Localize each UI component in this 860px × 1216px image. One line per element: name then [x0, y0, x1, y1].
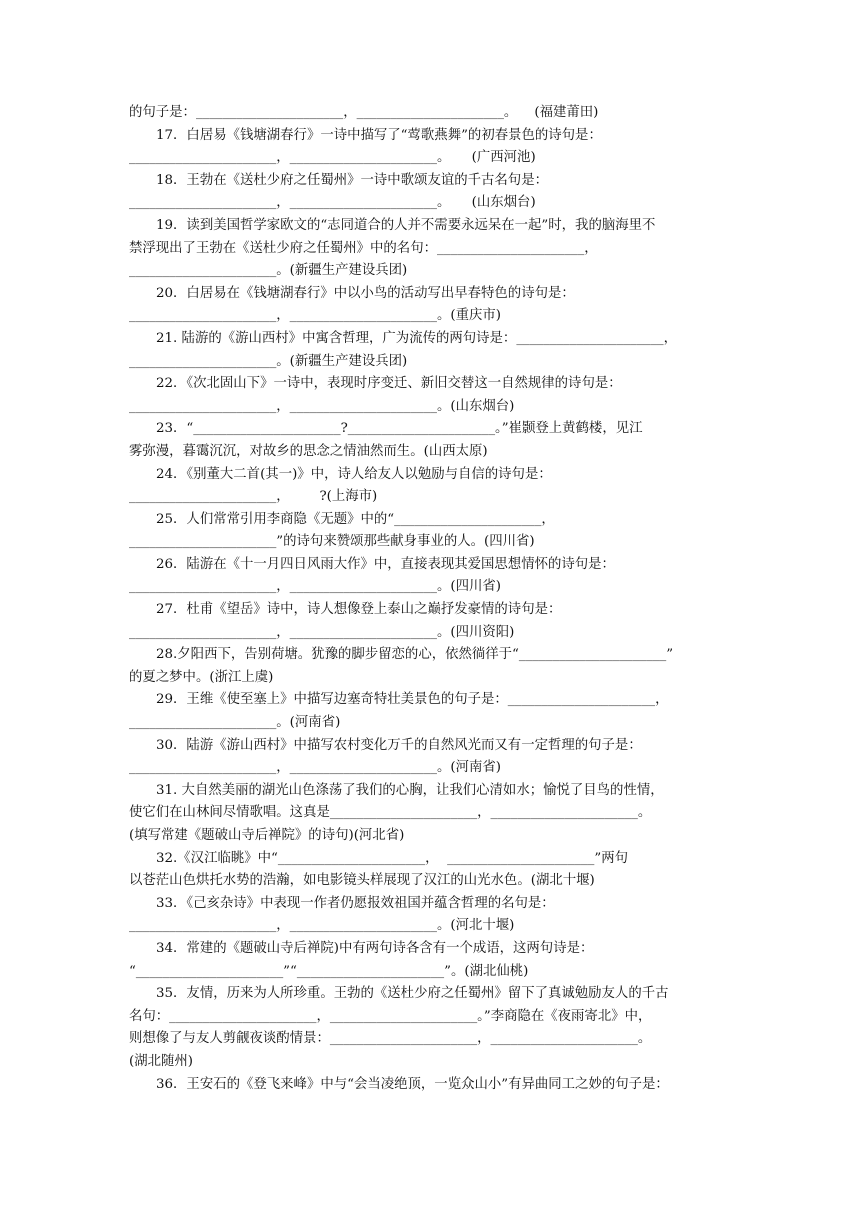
text-line: 名句：______________________，______________________。”李商隐在《夜雨寄北》中，: [129, 1008, 652, 1024]
text-line: 27．杜甫《望岳》诗中，诗人想像登上泰山之巅抒发豪情的诗句是：: [156, 602, 562, 618]
text-line: 22．《次北固山下》一诗中，表现时序变迁、新旧交替这一自然规律的诗句是：: [156, 376, 622, 392]
text-line: 35．友情，历来为人所珍重。王勃的《送杜少府之任蜀州》留下了真诚勉励友人的千古: [156, 986, 669, 1002]
text-line: 18．王勃在《送杜少府之任蜀州》一诗中歌颂友谊的千古名句是：: [156, 172, 548, 188]
text-line: ______________________，______________________。(河南省): [129, 760, 501, 776]
text-line: 19．读到美国哲学家欧文的“志同道合的人并不需要永远呆在一起”时，我的脑海里不: [156, 217, 656, 233]
text-line: 使它们在山林间尽情歌唱。这真是______________________，______________________。: [129, 805, 652, 821]
text-line: “______________________”“______________________”。(湖北仙桃): [129, 963, 529, 979]
text-line: 33．《己亥杂诗》中表现一作者仍愿报效祖国并蕴含哲理的名句是：: [156, 895, 555, 911]
text-line: ______________________，______________________。 (山东烟台): [129, 195, 536, 211]
document-page: [129, 102, 733, 1096]
text-line: 禁浮现出了王勃在《送杜少府之任蜀州》中的名句：______________________，: [129, 240, 598, 256]
text-line: 32.《汉江临眺》中“______________________， ______________________”两句: [156, 850, 628, 866]
text-line: ______________________。(新疆生产建设兵团): [129, 353, 408, 369]
text-line: 25．人们常常引用李商隐《无题》中的“______________________，: [156, 511, 555, 527]
text-line: (填写常建《题破山寺后禅院》的诗句)(河北省): [129, 828, 405, 843]
text-line: ______________________，______________________。(山东烟台): [129, 398, 515, 414]
text-line: 29．王维《使至塞上》中描写边塞奇特壮美景色的句子是：______________________，: [156, 692, 669, 708]
text-line: 31. 大自然美丽的湖光山色涤荡了我们的心胸，让我们心清如水；愉悦了目鸟的性情，: [156, 782, 664, 798]
text-line: 的夏之梦中。(浙江上虞): [129, 669, 274, 685]
text-line: ______________________”的诗句来赞颂那些献身事业的人。(四川省): [129, 534, 535, 550]
text-line: ______________________，______________________。(河北十堰): [129, 918, 515, 934]
text-line: 24．《别董大二首(其一)》中，诗人给友人以勉励与自信的诗句是：: [156, 466, 552, 482]
text-line: ______________________，______________________。(四川省): [129, 579, 501, 595]
text-line: ______________________。(新疆生产建设兵团): [129, 263, 408, 279]
text-line: 26．陆游在《十一月四日风雨大作》中，直接表现其爱国思想情怀的诗句是：: [156, 556, 615, 572]
text-line: 30．陆游《游山西村》中描写农村变化万千的自然风光而又有一定哲理的句子是：: [156, 737, 642, 753]
text-line: ______________________， ?(上海市): [129, 489, 378, 505]
text-line: 20．白居易在《钱塘湖春行》中以小鸟的活动写出早春特色的诗句是：: [156, 285, 575, 301]
text-line: 雾弥漫，暮霭沉沉，对故乡的思念之情油然而生。(山西太原): [129, 443, 488, 459]
text-line: 17．白居易《钱塘湖春行》一诗中描写了“莺歌燕舞”的初春景色的诗句是：: [156, 127, 602, 143]
text-line: 28.夕阳西下，告别荷塘。犹豫的脚步留恋的心，依然徜徉于“______________________”: [156, 647, 674, 663]
text-line: 以苍茫山色烘托水势的浩瀚，如电影镜头样展现了汉江的山光水色。(湖北十堰): [129, 873, 595, 889]
text-line: 的句子是：______________________，______________________。 (福建莆田): [129, 105, 599, 120]
text-line: 36．王安石的《登飞来峰》中与“会当凌绝顶，一览众山小”有异曲同工之妙的句子是：: [156, 1076, 669, 1092]
text-line: 则想像了与友人剪觎夜谈酌情景：______________________，______________________。: [129, 1031, 652, 1047]
text-line: 21. 陆游的《游山西村》中寓含哲理，广为流传的两句诗是：______________________，: [156, 330, 678, 346]
text-line: 23．“______________________?______________________。”崔颢登上黄鹤楼，见江: [156, 421, 643, 437]
text-line: ______________________，______________________。 (广西河池): [129, 150, 536, 166]
text-line: ______________________，______________________。(重庆市): [129, 308, 501, 324]
text-line: (湖北随州): [129, 1053, 194, 1069]
text-line: 34．常建的《题破山寺后禅院)中有两句诗各含有一个成语，这两句诗是：: [156, 940, 594, 956]
text-line: ______________________。(河南省): [129, 715, 341, 731]
text-line: ______________________，______________________。(四川资阳): [129, 624, 515, 640]
